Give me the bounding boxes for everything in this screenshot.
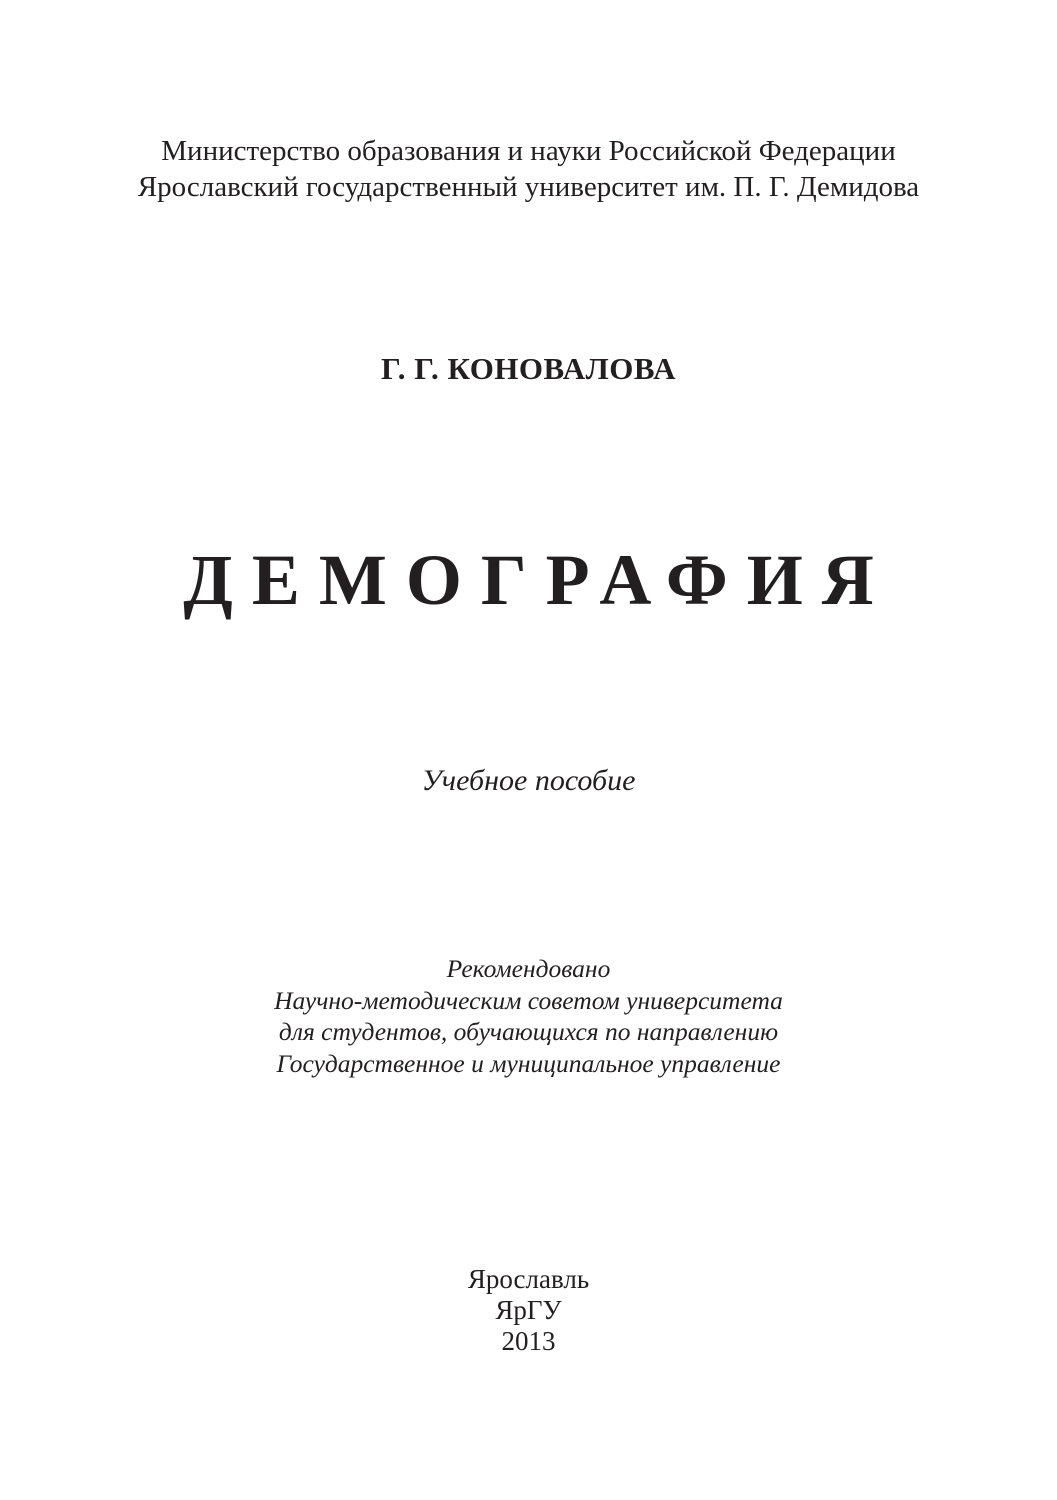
imprint-publisher: ЯрГУ	[495, 1295, 562, 1325]
ministry-name: Министерство образования и науки Российской Федерации	[161, 135, 896, 167]
recommendation-line: Государственное и муниципальное управление	[276, 1048, 781, 1078]
institution-header	[0, 133, 1057, 205]
university-name: Ярославский государственный университет им. П. Г. Демидова	[137, 171, 920, 203]
author-name: Г. Г. КОНОВАЛОВА	[381, 351, 676, 386]
imprint	[0, 1264, 1057, 1357]
recommendation-note	[0, 953, 1057, 1079]
imprint-year: 2013	[501, 1326, 556, 1356]
book-title: ДЕМОГРАФИЯ	[183, 540, 893, 620]
imprint-city: Ярославль	[467, 1264, 590, 1294]
recommendation-line: Научно-методическим советом университета	[274, 985, 783, 1015]
book-subtitle: Учебное пособие	[421, 764, 636, 797]
recommendation-line: для студентов, обучающихся по направлению	[278, 1017, 779, 1046]
recommendation-line: Рекомендовано	[446, 954, 611, 983]
